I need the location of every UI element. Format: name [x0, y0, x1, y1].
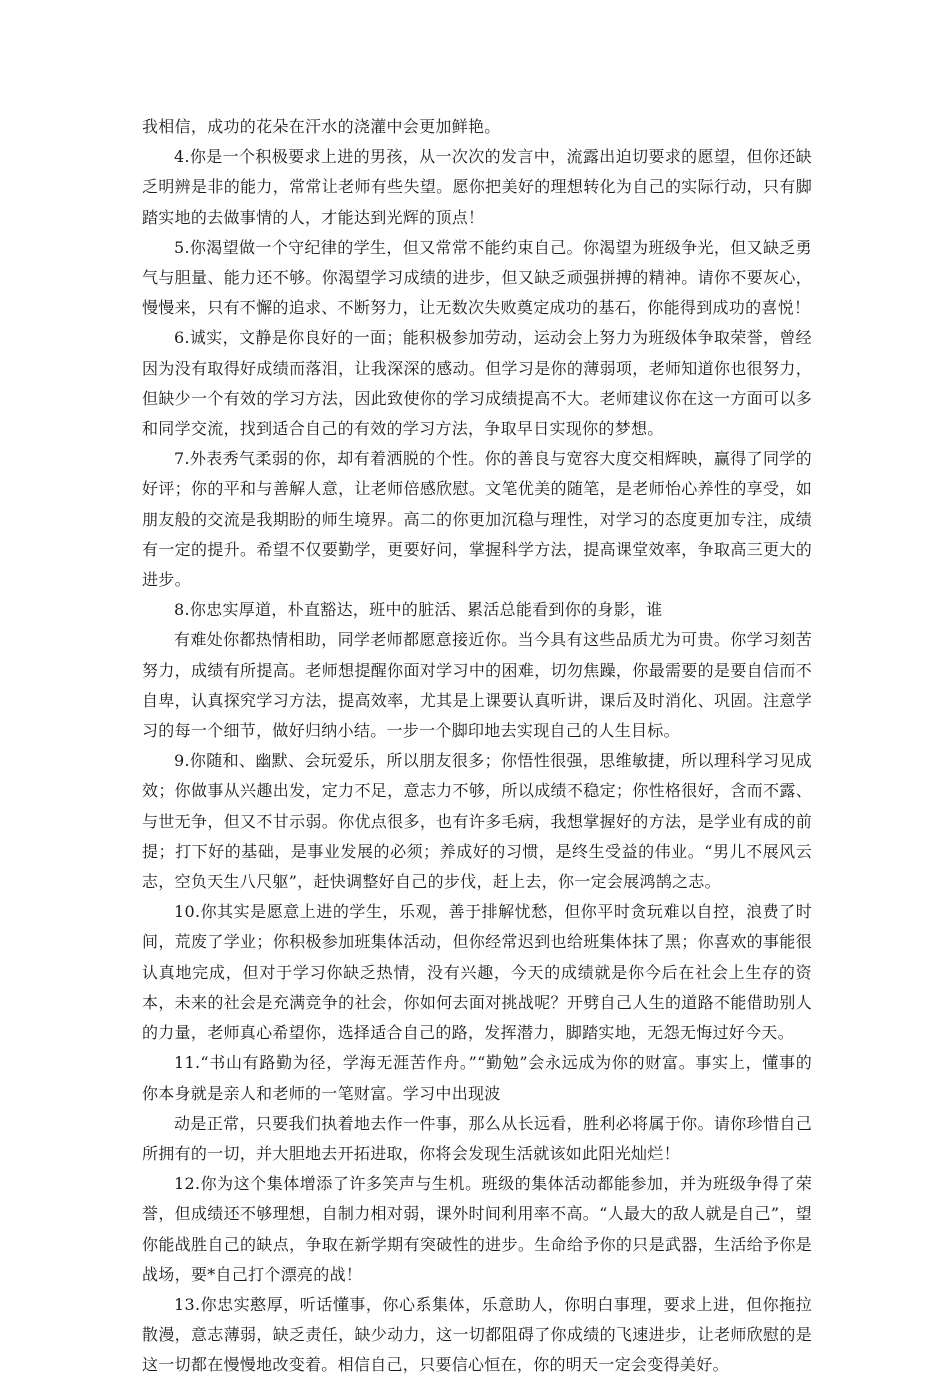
- paragraph-comment-4: 4.你是一个积极要求上进的男孩，从一次次的发言中，流露出迫切要求的愿望，但你还缺乏明辨是非的能力，常常让老师有些失望。愿你把美好的理想转化为自己的实际行动，只有脚踏实地的去做事情的人，才能达到光辉的顶点！: [142, 147, 812, 227]
- paragraph-comment-8: 8.你忠实厚道，朴直豁达，班中的脏活、累活总能看到你的身影，谁: [174, 600, 663, 620]
- paragraph-comment-5: 5.你渴望做一个守纪律的学生，但又常常不能约束自己。你渴望为班级争光，但又缺乏勇气与胆量、能力还不够。你渴望学习成绩的进步，但又缺乏顽强拼搏的精神。请你不要灰心，慢慢来，只有不懈的追求、不断努力，让无数次失败奠定成功的基石，你能得到成功的喜悦！: [142, 237, 812, 318]
- paragraph-continuation: 我相信，成功的花朵在汗水的浇灌中会更加鲜艳。: [142, 117, 501, 136]
- paragraph-comment-13: 13.你忠实憨厚，听话懂事，你心系集体，乐意助人，你明白事理，要求上进，但你拖拉散漫，意志薄弱，缺乏责任，缺少动力，这一切都阻碍了你成绩的飞速进步，让老师欣慰的是这一切都在慢慢地改变着。相信自己，只要信心恒在，你的明天一定会变得美好。: [142, 1294, 812, 1375]
- paragraph-comment-9: 9.你随和、幽默、会玩爱乐，所以朋友很多；你悟性很强，思维敏捷，所以理科学习见成效；你做事从兴趣出发，定力不足，意志力不够，所以成绩不稳定；你性格很好，含而不露、与世无争，但又不甘示弱。你优点很多，也有许多毛病，我想掌握好的方法，是学业有成的前提；打下好的基础，是事业发展的必须；养成好的习惯，是终生受益的伟业。“男儿不展风云志，空负天生八尺躯”，赶快调整好自己的步伐，赶上去，你一定会展鸿鹄之志。: [142, 751, 812, 892]
- paragraph-comment-12: 12.你为这个集体增添了许多笑声与生机。班级的集体活动都能参加，并为班级争得了荣誉，但成绩还不够理想，自制力相对弱，课外时间利用率不高。“人最大的敌人就是自己”，望你能战胜自己的缺点，争取在新学期有突破性的进步。生命给予你的只是武器，生活给予你是战场，要*自己打个漂亮的战！: [142, 1174, 812, 1284]
- paragraph-comment-8-continued: 有难处你都热情相助，同学老师都愿意接近你。当今具有这些品质尤为可贵。你学习刻苦努力，成绩有所提高。老师想提醒你面对学习中的困难，切勿焦躁，你最需要的是要自信而不自卑，认真探究学习方法，提高效率，尤其是上课要认真听讲，课后及时消化、巩固。注意学习的每一个细节，做好归纳小结。一步一个脚印地去实现自己的人生目标。: [142, 630, 812, 741]
- paragraph-comment-7: 7.外表秀气柔弱的你，却有着洒脱的个性。你的善良与宽容大度交相辉映，赢得了同学的好评；你的平和与善解人意，让老师倍感欣慰。文笔优美的随笔，是老师怡心养性的享受，如朋友般的交流是我期盼的师生境界。高二的你更加沉稳与理性，对学习的态度更加专注，成绩有一定的提升。希望不仅要勤学，更要好问，掌握科学方法，提高课堂效率，争取高三更大的进步。: [142, 449, 812, 590]
- document-body: [142, 112, 812, 1381]
- paragraph-comment-11-continued: 动是正常，只要我们执着地去作一件事，那么从长远看，胜利必将属于你。请你珍惜自己所拥有的一切，并大胆地去开拓进取，你将会发现生活就该如此阳光灿烂！: [142, 1113, 812, 1163]
- paragraph-comment-6: 6.诚实，文静是你良好的一面；能积极参加劳动，运动会上努力为班级体争取荣誉，曾经因为没有取得好成绩而落泪，让我深深的感动。但学习是你的薄弱项，老师知道你也很努力，但缺少一个有效的学习方法，因此致使你的学习成绩提高不大。老师建议你在这一方面可以多和同学交流，找到适合自己的有效的学习方法，争取早日实现你的梦想。: [142, 328, 812, 439]
- paragraph-comment-11: 11.“书山有路勤为径，学海无涯苦作舟。”“勤勉”会永远成为你的财富。事实上，懂事的你本身就是亲人和老师的一笔财富。学习中出现波: [142, 1053, 812, 1103]
- paragraph-comment-10: 10.你其实是愿意上进的学生，乐观，善于排解忧愁，但你平时贪玩难以自控，浪费了时间，荒废了学业；你积极参加班集体活动，但你经常迟到也给班集体抹了黑；你喜欢的事能很认真地完成，但对于学习你缺乏热情，没有兴趣，今天的成绩就是你今后在社会上生存的资本，未来的社会是充满竞争的社会，你如何去面对挑战呢？开劈自己人生的道路不能借助别人的力量，老师真心希望你，选择适合自己的路，发挥潜力，脚踏实地，无怨无悔过好今天。: [142, 902, 812, 1043]
